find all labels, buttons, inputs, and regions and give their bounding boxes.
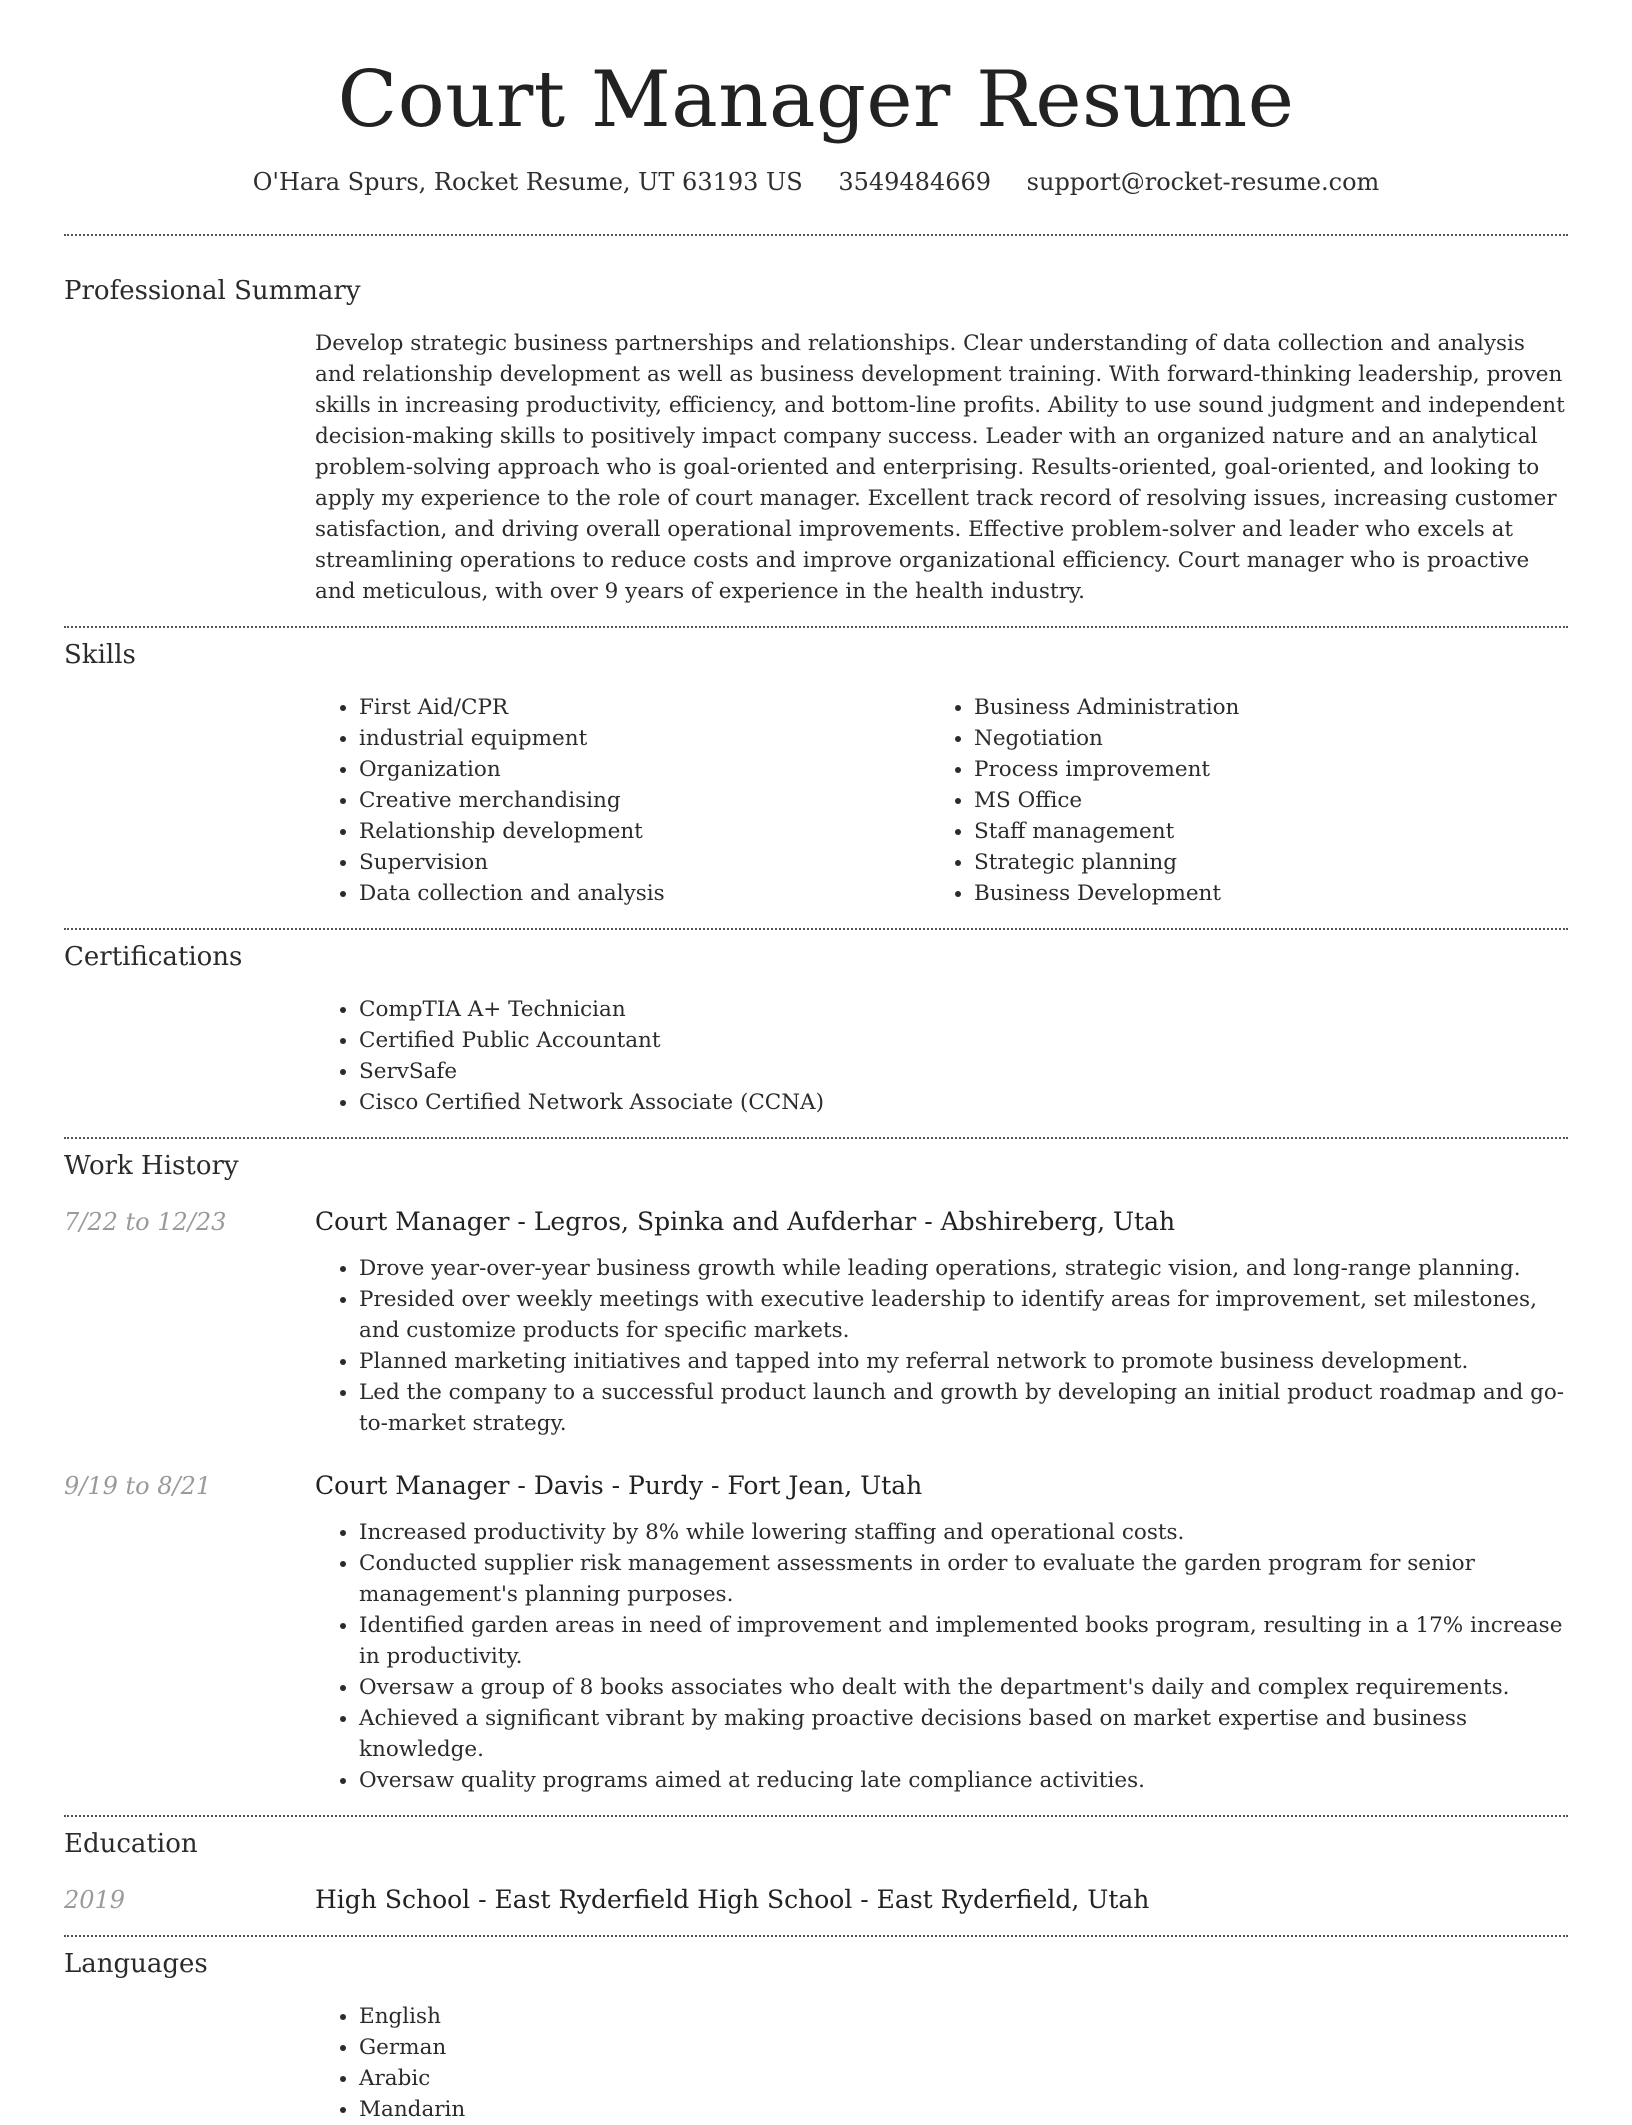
education-year: 2019	[64, 1886, 126, 1914]
skills-column-right	[930, 692, 1545, 909]
job-entry	[64, 1469, 1568, 1796]
certifications-section	[64, 940, 1568, 1118]
skill-item: • Creative merchandising	[359, 785, 930, 816]
job-bullet: • Led the company to a successful product launch and growth by developing an initial product roadmap and go-to-market strategy.	[359, 1377, 1568, 1439]
skill-item: • Relationship development	[359, 816, 930, 847]
skill-item: • Negotiation	[974, 723, 1545, 754]
skill-item: • Organization	[359, 754, 930, 785]
divider	[64, 928, 1568, 930]
job-bullet: • Oversaw a group of 8 books associates who dealt with the department's daily and complex requirements.	[359, 1672, 1568, 1703]
skill-item: • Staff management	[974, 816, 1545, 847]
job-bullet: • Identified garden areas in need of improvement and implemented books program, resulting in a 17% increase in productivity.	[359, 1610, 1568, 1672]
languages-section	[64, 1947, 1568, 2125]
skill-item: • Strategic planning	[974, 847, 1545, 878]
skill-item: • industrial equipment	[359, 723, 930, 754]
job-title: Court Manager - Davis - Purdy - Fort Jean, Utah	[315, 1471, 923, 1500]
skill-item: • Process improvement	[974, 754, 1545, 785]
section-heading-languages: Languages	[64, 1949, 208, 1979]
section-heading-summary: Professional Summary	[64, 276, 361, 306]
section-heading-certifications: Certifications	[64, 942, 243, 972]
certification-item: • Certified Public Accountant	[359, 1025, 1568, 1056]
job-bullet: • Presided over weekly meetings with executive leadership to identify areas for improvement, set milestones, and customize products for specific markets.	[359, 1284, 1568, 1346]
job-bullet: • Oversaw quality programs aimed at reducing late compliance activities.	[359, 1765, 1568, 1796]
job-bullet: • Conducted supplier risk management assessments in order to evaluate the garden program for senior management's planning purposes.	[359, 1548, 1568, 1610]
skills-section	[64, 638, 1568, 909]
job-dates: 7/22 to 12/23	[64, 1208, 227, 1236]
skill-item: • Data collection and analysis	[359, 878, 930, 909]
skill-item: • Business Administration	[974, 692, 1545, 723]
job-bullet: • Planned marketing initiatives and tapped into my referral network to promote business development.	[359, 1346, 1568, 1377]
job-bullet: • Achieved a significant vibrant by making proactive decisions based on market expertise and business knowledge.	[359, 1703, 1568, 1765]
contact-phone: 3549484669	[838, 168, 992, 196]
certification-item: • Cisco Certified Network Associate (CCNA)	[359, 1087, 1568, 1118]
contact-email: support@rocket-resume.com	[1026, 168, 1380, 196]
language-item: • Mandarin	[359, 2094, 1568, 2125]
divider	[64, 1935, 1568, 1937]
language-item: • English	[359, 2001, 1568, 2032]
section-heading-skills: Skills	[64, 640, 136, 670]
education-entry	[64, 1883, 1568, 1917]
skill-item: • Supervision	[359, 847, 930, 878]
divider	[64, 626, 1568, 628]
divider	[64, 234, 1568, 236]
job-entry	[64, 1205, 1568, 1439]
certification-item: • ServSafe	[359, 1056, 1568, 1087]
page-title: Court Manager Resume	[337, 55, 1295, 145]
divider	[64, 1815, 1568, 1817]
section-heading-education: Education	[64, 1829, 198, 1859]
resume-page	[64, 0, 1568, 2125]
certification-item: • CompTIA A+ Technician	[359, 994, 1568, 1025]
language-item: • German	[359, 2032, 1568, 2063]
job-bullet: • Increased productivity by 8% while lowering staffing and operational costs.	[359, 1517, 1568, 1548]
language-item: • Arabic	[359, 2063, 1568, 2094]
summary-text: Develop strategic business partnerships and relationships. Clear understanding of data collection and analysis and relationship development as well as business development training. With forward-thinking leadership, proven skills in increasing productivity, efficiency, and bottom-line profits. Ability to use sound judgment and independent decision-making skills to positively impact company success. Leader with an organized nature and an analytical problem-solving approach who is goal-oriented and enterprising. Results-oriented, goal-oriented, and looking to apply my experience to the role of court manager. Excellent track record of resolving issues, increasing customer satisfaction, and driving overall operational improvements. Effective problem-solver and leader who excels at streamlining operations to reduce costs and improve organizational efficiency. Court manager who is proactive and meticulous, with over 9 years of experience in the health industry.	[315, 331, 1565, 604]
contact-address: O'Hara Spurs, Rocket Resume, UT 63193 US	[252, 168, 803, 196]
job-dates: 9/19 to 8/21	[64, 1472, 212, 1500]
job-bullet: • Drove year-over-year business growth while leading operations, strategic vision, and long-range planning.	[359, 1253, 1568, 1284]
section-heading-work-history: Work History	[64, 1151, 239, 1181]
divider	[64, 1137, 1568, 1139]
skill-item: • Business Development	[974, 878, 1545, 909]
contact-line	[64, 166, 1568, 198]
work-history-section	[64, 1149, 1568, 1796]
summary-section	[64, 274, 1568, 607]
job-title: Court Manager - Legros, Spinka and Aufderhar - Abshireberg, Utah	[315, 1207, 1176, 1236]
skill-item: • MS Office	[974, 785, 1545, 816]
skills-column-left	[315, 692, 930, 909]
education-section	[64, 1827, 1568, 1917]
skill-item: • First Aid/CPR	[359, 692, 930, 723]
education-title: High School - East Ryderfield High School - East Ryderfield, Utah	[315, 1885, 1150, 1914]
